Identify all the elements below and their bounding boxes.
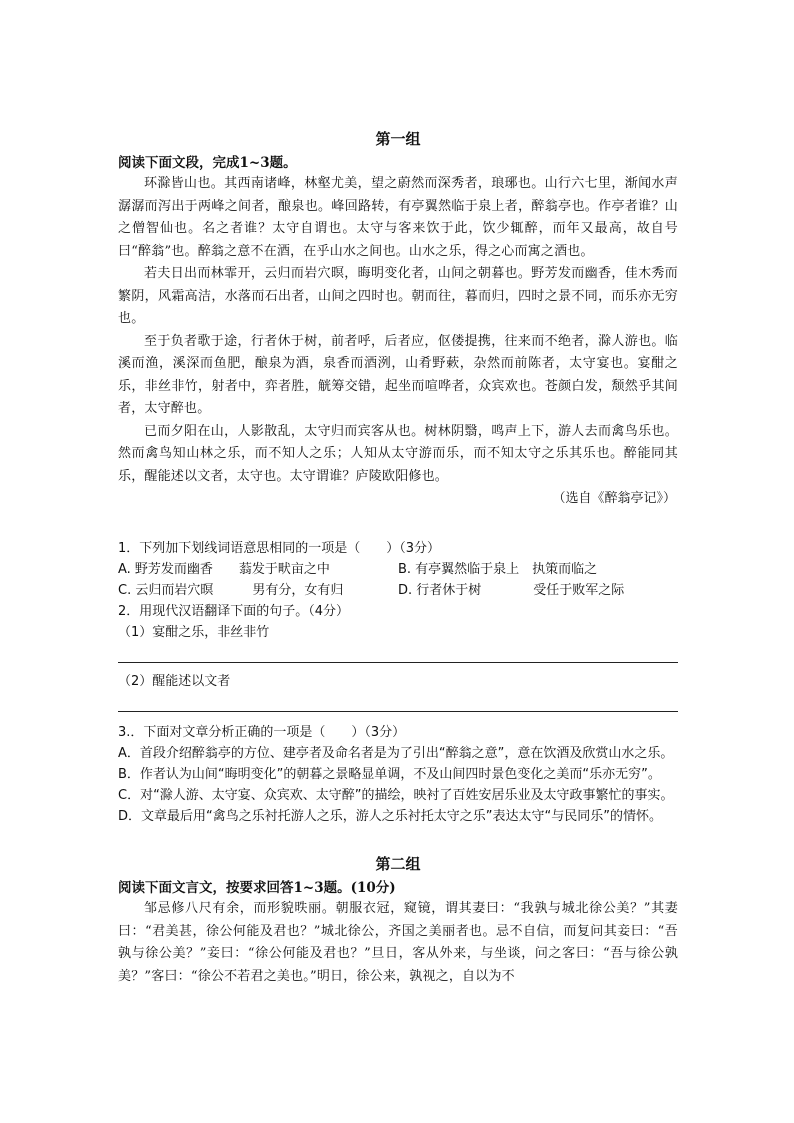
question-three-stem: 3.．下面对文章分析正确的一项是（ ）（3分） bbox=[118, 725, 406, 740]
option-d: D. 行者休于树 受任于败军之际 bbox=[398, 583, 625, 598]
spacer bbox=[118, 510, 678, 538]
question-one-options-row bbox=[118, 559, 678, 580]
translation-sentence-two: （2）醒能述以文者 bbox=[118, 674, 231, 689]
answer-line bbox=[118, 661, 678, 663]
translation-sentence-one: （1）宴酣之乐，非丝非竹 bbox=[118, 625, 270, 640]
passage-paragraph: 环滁皆山也。其西南诸峰，林壑尤美，望之蔚然而深秀者，琅琊也。山行六七里，渐闻水声潺潺而泻出于两峰之间者，酿泉也。峰回路转，有亭翼然临于泉上者，醉翁亭也。作亭者谁？山之僧智仙也。名之者谁？太守自谓也。太守与客来饮于此，饮少辄醉，而年又最高，故自号曰“醉翁”也。醉翁之意不在酒，在乎山水之间也。山水之乐，得之心而寓之酒也。 bbox=[118, 176, 678, 259]
passage-paragraph: 邹忌修八尺有余，而形貌昳丽。朝服衣冠，窥镜，谓其妻曰：“我孰与城北徐公美？”其妻曰：“君美甚，徐公何能及君也？”城北徐公，齐国之美丽者也。忌不自信，而复问其妾曰：“吾孰与徐公美？”妾曰：“徐公何能及君也？”旦日，客从外来，与坐谈，问之客曰：“吾与徐公孰美？”客曰：“徐公不若君之美也。”明日，徐公来，孰视之，自以为不 bbox=[118, 901, 678, 984]
option-a: A. 野芳发而幽香 蓊发于畎亩之中 bbox=[118, 562, 330, 577]
group-one-instruction: 阅读下面文段，完成1~3题。 bbox=[118, 155, 297, 171]
question-one-options-row bbox=[118, 580, 678, 601]
option-b: B. 有亭翼然临于泉上 执策而临之 bbox=[398, 562, 598, 577]
option-c: C. 云归而岩穴暝 男有分，女有归 bbox=[118, 583, 344, 598]
passage-paragraph: 至于负者歌于途，行者休于树，前者呼，后者应，伛偻提携，往来而不绝者，滁人游也。临溪而渔，溪深而鱼肥，酿泉为酒，泉香而酒洌，山肴野蔌，杂然而前陈者，太守宴也。宴酣之乐，非丝非竹，射者中，弈者胜，觥筹交错，起坐而喧哗者，众宾欢也。苍颜白发，颓然乎其间者，太守醉也。 bbox=[118, 333, 678, 416]
passage-source: （选自《醉翁亭记》） bbox=[552, 491, 676, 506]
option-c: C．对“滁人游、太守宴、众宾欢、太守醉”的描绘，映衬了百姓安居乐业及太守政事繁忙的事实。 bbox=[118, 788, 674, 803]
question-one-stem: 1．下列加下划线词语意思相同的一项是（ ）（3分） bbox=[118, 541, 441, 556]
document-page bbox=[118, 128, 678, 988]
option-b: B．作者认为山间“晦明变化”的朝暮之景略显单调，不及山间四时景色变化之美而“乐亦无穷”。 bbox=[118, 767, 661, 782]
passage-paragraph: 若夫日出而林霏开，云归而岩穴暝，晦明变化者，山间之朝暮也。野芳发而幽香，佳木秀而繁阴，风霜高洁，水落而石出者，山间之四时也。朝而往，暮而归，四时之景不同，而乐亦无穷也。 bbox=[118, 266, 678, 326]
answer-line bbox=[118, 710, 678, 712]
spacer bbox=[118, 827, 678, 853]
passage-paragraph: 已而夕阳在山，人影散乱，太守归而宾客从也。树林阴翳，鸣声上下，游人去而禽鸟乐也。然而禽鸟知山林之乐，而不知人之乐；人知从太守游而乐，而不知太守之乐其乐也。醉能同其乐，醒能述以文者，太守也。太守谓谁？庐陵欧阳修也。 bbox=[118, 423, 678, 484]
option-a: A．首段介绍醉翁亭的方位、建亭者及命名者是为了引出“醉翁之意”，意在饮酒及欣赏山水之乐。 bbox=[118, 746, 674, 761]
group-one-title: 第一组 bbox=[375, 130, 421, 148]
group-two-instruction: 阅读下面文言文，按要求回答1~3题。(10分) bbox=[118, 880, 396, 896]
question-two-stem: 2．用现代汉语翻译下面的句子。（4分） bbox=[118, 604, 350, 619]
option-d: D．文章最后用“禽鸟之乐衬托游人之乐，游人之乐衬托太守之乐”表达太守“与民同乐”的情怀。 bbox=[118, 809, 662, 824]
group-two-title: 第二组 bbox=[375, 855, 421, 873]
